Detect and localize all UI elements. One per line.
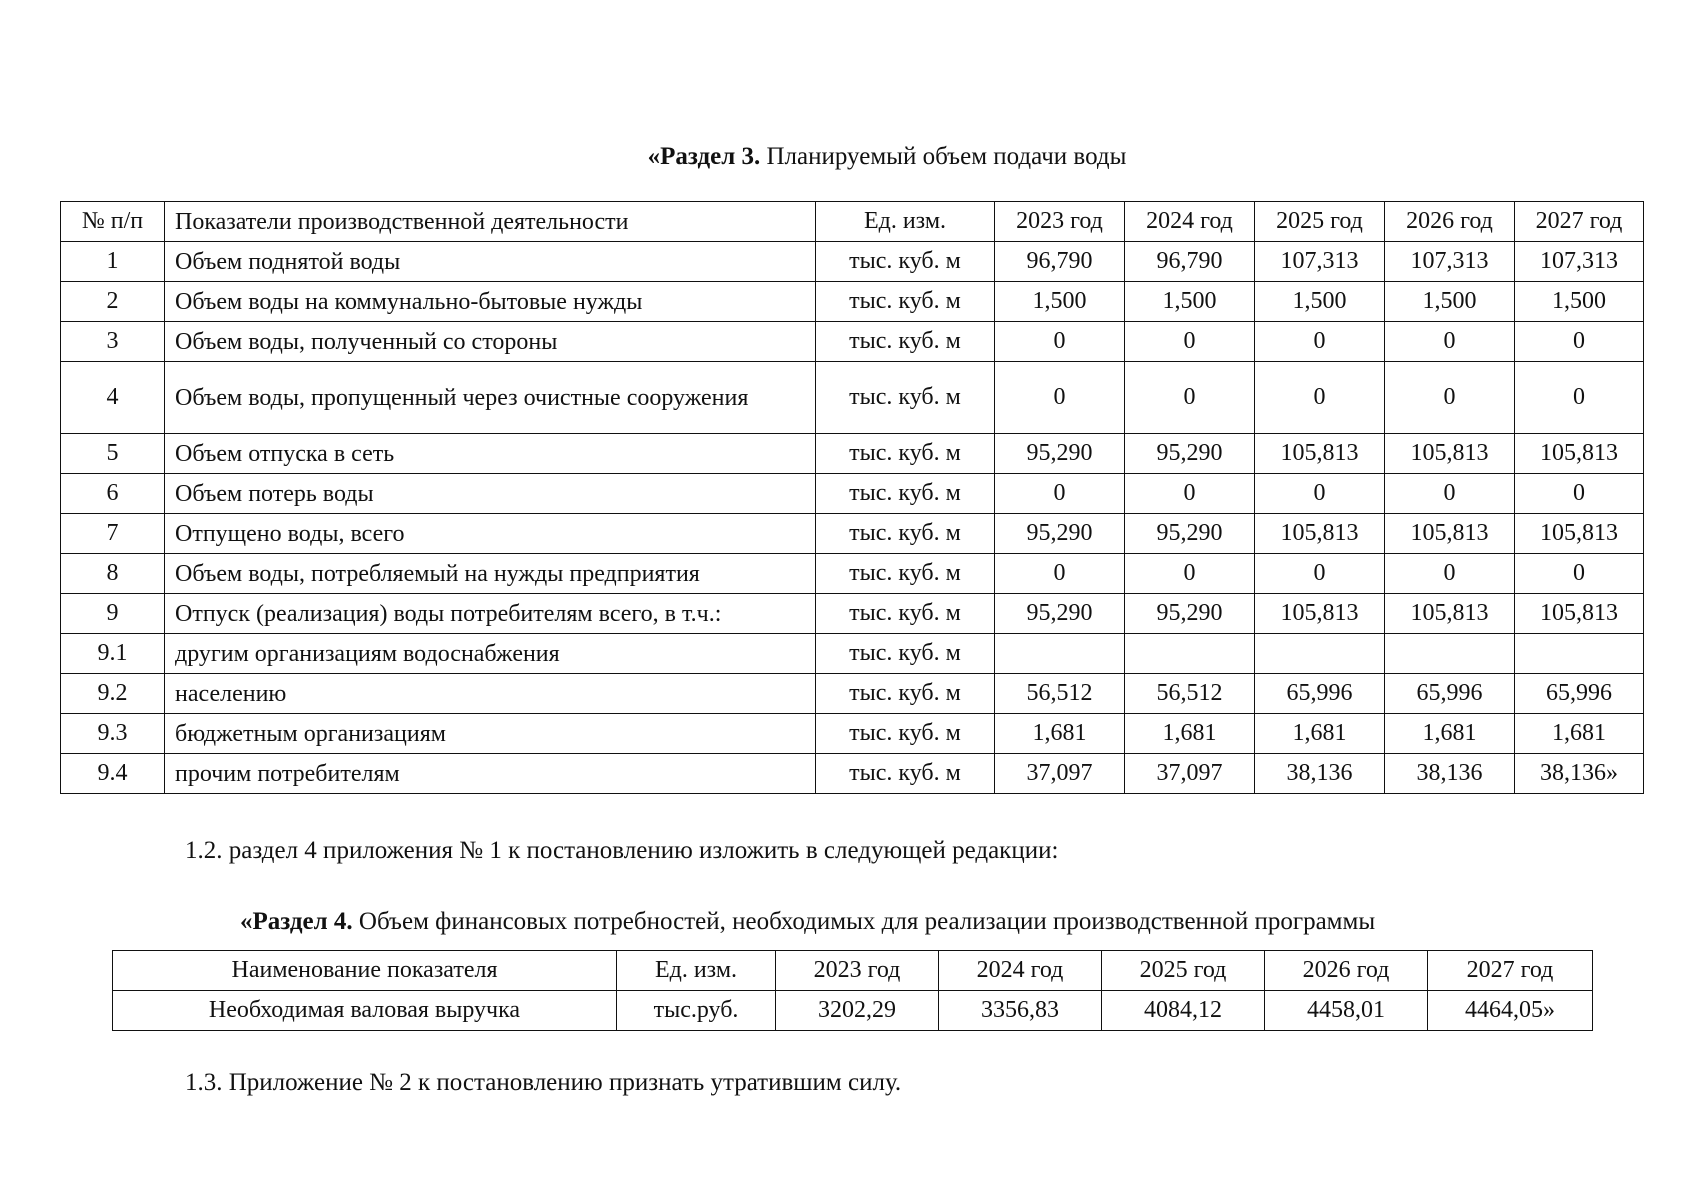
value-cell: 0 bbox=[995, 554, 1125, 594]
value-cell: 0 bbox=[1125, 362, 1255, 434]
value-cell: 0 bbox=[1385, 322, 1515, 362]
value-cell: 105,813 bbox=[1385, 514, 1515, 554]
table-row bbox=[113, 991, 1593, 1031]
value-cell: 96,790 bbox=[1125, 242, 1255, 282]
table-row bbox=[61, 242, 1644, 282]
value-cell: 38,136 bbox=[1385, 754, 1515, 794]
value-cell bbox=[1515, 634, 1644, 674]
value-cell: 0 bbox=[1255, 554, 1385, 594]
header-cell: 2027 год bbox=[1428, 951, 1593, 991]
unit-cell: тыс.руб. bbox=[617, 991, 776, 1031]
value-cell: 107,313 bbox=[1385, 242, 1515, 282]
value-cell: 95,290 bbox=[995, 514, 1125, 554]
value-cell: 4464,05» bbox=[1428, 991, 1593, 1031]
indicator-name: прочим потребителям bbox=[165, 754, 816, 794]
unit-cell: тыс. куб. м bbox=[816, 634, 995, 674]
header-cell: Ед. изм. bbox=[816, 202, 995, 242]
unit-cell: тыс. куб. м bbox=[816, 514, 995, 554]
header-cell: № п/п bbox=[61, 202, 165, 242]
value-cell: 38,136 bbox=[1255, 754, 1385, 794]
indicator-name: Объем воды, пропущенный через очистные сооружения bbox=[165, 362, 816, 434]
value-cell: 1,500 bbox=[1255, 282, 1385, 322]
section-3-title-rest: Планируемый объем подачи воды bbox=[760, 143, 1127, 170]
value-cell: 56,512 bbox=[995, 674, 1125, 714]
value-cell: 1,500 bbox=[995, 282, 1125, 322]
value-cell: 0 bbox=[1515, 362, 1644, 434]
row-number: 3 bbox=[61, 322, 165, 362]
indicator-name: Объем воды, полученный со стороны bbox=[165, 322, 816, 362]
value-cell: 0 bbox=[1385, 474, 1515, 514]
indicator-name: Необходимая валовая выручка bbox=[113, 991, 617, 1031]
value-cell: 1,500 bbox=[1125, 282, 1255, 322]
value-cell: 95,290 bbox=[995, 434, 1125, 474]
indicator-name: населению bbox=[165, 674, 816, 714]
row-number: 9.1 bbox=[61, 634, 165, 674]
header-cell: 2027 год bbox=[1515, 202, 1644, 242]
header-cell: 2025 год bbox=[1255, 202, 1385, 242]
section-3-title-bold: «Раздел 3. bbox=[647, 143, 761, 170]
value-cell: 0 bbox=[1125, 554, 1255, 594]
table-row bbox=[61, 474, 1644, 514]
value-cell: 0 bbox=[1385, 362, 1515, 434]
row-number: 9.2 bbox=[61, 674, 165, 714]
value-cell: 0 bbox=[995, 474, 1125, 514]
value-cell: 1,681 bbox=[1255, 714, 1385, 754]
value-cell: 0 bbox=[1255, 474, 1385, 514]
value-cell: 0 bbox=[1125, 474, 1255, 514]
unit-cell: тыс. куб. м bbox=[816, 474, 995, 514]
row-number: 5 bbox=[61, 434, 165, 474]
unit-cell: тыс. куб. м bbox=[816, 282, 995, 322]
indicator-name: Отпущено воды, всего bbox=[165, 514, 816, 554]
unit-cell: тыс. куб. м bbox=[816, 322, 995, 362]
value-cell: 95,290 bbox=[995, 594, 1125, 634]
value-cell bbox=[1255, 634, 1385, 674]
header-cell: 2026 год bbox=[1385, 202, 1515, 242]
value-cell: 65,996 bbox=[1515, 674, 1644, 714]
paragraph-1-2: 1.2. раздел 4 приложения № 1 к постановлению изложить в следующей редакции: bbox=[185, 837, 1059, 864]
row-number: 2 bbox=[61, 282, 165, 322]
value-cell: 95,290 bbox=[1125, 434, 1255, 474]
table-body bbox=[61, 242, 1644, 794]
unit-cell: тыс. куб. м bbox=[816, 594, 995, 634]
section-4-title-bold: «Раздел 4. bbox=[240, 908, 353, 935]
header-cell: 2026 год bbox=[1265, 951, 1428, 991]
value-cell: 96,790 bbox=[995, 242, 1125, 282]
value-cell: 0 bbox=[995, 362, 1125, 434]
row-number: 9.4 bbox=[61, 754, 165, 794]
header-cell: Ед. изм. bbox=[617, 951, 776, 991]
value-cell: 1,681 bbox=[995, 714, 1125, 754]
header-cell: 2023 год bbox=[776, 951, 939, 991]
table-header-row bbox=[61, 202, 1644, 242]
value-cell: 65,996 bbox=[1385, 674, 1515, 714]
indicator-name: Объем потерь воды bbox=[165, 474, 816, 514]
value-cell: 107,313 bbox=[1255, 242, 1385, 282]
value-cell: 4458,01 bbox=[1265, 991, 1428, 1031]
value-cell: 38,136» bbox=[1515, 754, 1644, 794]
table-row bbox=[61, 434, 1644, 474]
financial-needs-table bbox=[112, 950, 1593, 1031]
table-row bbox=[61, 322, 1644, 362]
value-cell: 0 bbox=[1515, 554, 1644, 594]
table-row bbox=[61, 634, 1644, 674]
value-cell: 0 bbox=[995, 322, 1125, 362]
value-cell: 0 bbox=[1125, 322, 1255, 362]
table-row bbox=[61, 714, 1644, 754]
indicator-name: Объем отпуска в сеть bbox=[165, 434, 816, 474]
value-cell: 0 bbox=[1515, 322, 1644, 362]
value-cell: 1,681 bbox=[1515, 714, 1644, 754]
value-cell: 105,813 bbox=[1255, 514, 1385, 554]
table-header-row bbox=[113, 951, 1593, 991]
value-cell: 56,512 bbox=[1125, 674, 1255, 714]
header-cell: 2025 год bbox=[1102, 951, 1265, 991]
value-cell: 105,813 bbox=[1515, 434, 1644, 474]
value-cell: 105,813 bbox=[1255, 594, 1385, 634]
value-cell bbox=[995, 634, 1125, 674]
header-cell: 2024 год bbox=[939, 951, 1102, 991]
value-cell: 37,097 bbox=[1125, 754, 1255, 794]
row-number: 6 bbox=[61, 474, 165, 514]
indicator-name: Отпуск (реализация) воды потребителям всего, в т.ч.: bbox=[165, 594, 816, 634]
table-row bbox=[61, 514, 1644, 554]
row-number: 9.3 bbox=[61, 714, 165, 754]
unit-cell: тыс. куб. м bbox=[816, 714, 995, 754]
value-cell: 105,813 bbox=[1385, 594, 1515, 634]
table-row bbox=[61, 554, 1644, 594]
indicator-name: Объем поднятой воды bbox=[165, 242, 816, 282]
value-cell: 3356,83 bbox=[939, 991, 1102, 1031]
value-cell: 105,813 bbox=[1515, 594, 1644, 634]
indicator-name: другим организациям водоснабжения bbox=[165, 634, 816, 674]
value-cell: 105,813 bbox=[1255, 434, 1385, 474]
table-row bbox=[61, 674, 1644, 714]
value-cell: 0 bbox=[1255, 322, 1385, 362]
value-cell: 1,500 bbox=[1385, 282, 1515, 322]
section-4-title bbox=[240, 907, 1375, 937]
indicator-name: бюджетным организациям bbox=[165, 714, 816, 754]
unit-cell: тыс. куб. м bbox=[816, 362, 995, 434]
value-cell: 0 bbox=[1515, 474, 1644, 514]
value-cell: 3202,29 bbox=[776, 991, 939, 1031]
unit-cell: тыс. куб. м bbox=[816, 242, 995, 282]
value-cell: 1,500 bbox=[1515, 282, 1644, 322]
value-cell: 1,681 bbox=[1125, 714, 1255, 754]
value-cell bbox=[1385, 634, 1515, 674]
header-cell: 2024 год bbox=[1125, 202, 1255, 242]
row-number: 8 bbox=[61, 554, 165, 594]
value-cell: 1,681 bbox=[1385, 714, 1515, 754]
value-cell: 0 bbox=[1385, 554, 1515, 594]
value-cell: 95,290 bbox=[1125, 514, 1255, 554]
value-cell: 105,813 bbox=[1385, 434, 1515, 474]
table-row bbox=[61, 362, 1644, 434]
value-cell: 0 bbox=[1255, 362, 1385, 434]
row-number: 4 bbox=[61, 362, 165, 434]
row-number: 7 bbox=[61, 514, 165, 554]
value-cell: 105,813 bbox=[1515, 514, 1644, 554]
value-cell: 95,290 bbox=[1125, 594, 1255, 634]
value-cell: 65,996 bbox=[1255, 674, 1385, 714]
water-supply-table bbox=[60, 201, 1644, 794]
row-number: 1 bbox=[61, 242, 165, 282]
row-number: 9 bbox=[61, 594, 165, 634]
section-3-title bbox=[0, 142, 1697, 172]
header-cell: Показатели производственной деятельности bbox=[165, 202, 816, 242]
unit-cell: тыс. куб. м bbox=[816, 674, 995, 714]
value-cell: 4084,12 bbox=[1102, 991, 1265, 1031]
unit-cell: тыс. куб. м bbox=[816, 434, 995, 474]
table-row bbox=[61, 594, 1644, 634]
table-row bbox=[61, 282, 1644, 322]
table-row bbox=[61, 754, 1644, 794]
section-4-title-rest: Объем финансовых потребностей, необходимых для реализации производственной программы bbox=[352, 908, 1376, 935]
value-cell: 37,097 bbox=[995, 754, 1125, 794]
value-cell bbox=[1125, 634, 1255, 674]
paragraph-1-3: 1.3. Приложение № 2 к постановлению признать утратившим силу. bbox=[185, 1069, 902, 1096]
unit-cell: тыс. куб. м bbox=[816, 554, 995, 594]
indicator-name: Объем воды на коммунально-бытовые нужды bbox=[165, 282, 816, 322]
unit-cell: тыс. куб. м bbox=[816, 754, 995, 794]
indicator-name: Объем воды, потребляемый на нужды предприятия bbox=[165, 554, 816, 594]
value-cell: 107,313 bbox=[1515, 242, 1644, 282]
header-cell: 2023 год bbox=[995, 202, 1125, 242]
header-cell: Наименование показателя bbox=[113, 951, 617, 991]
